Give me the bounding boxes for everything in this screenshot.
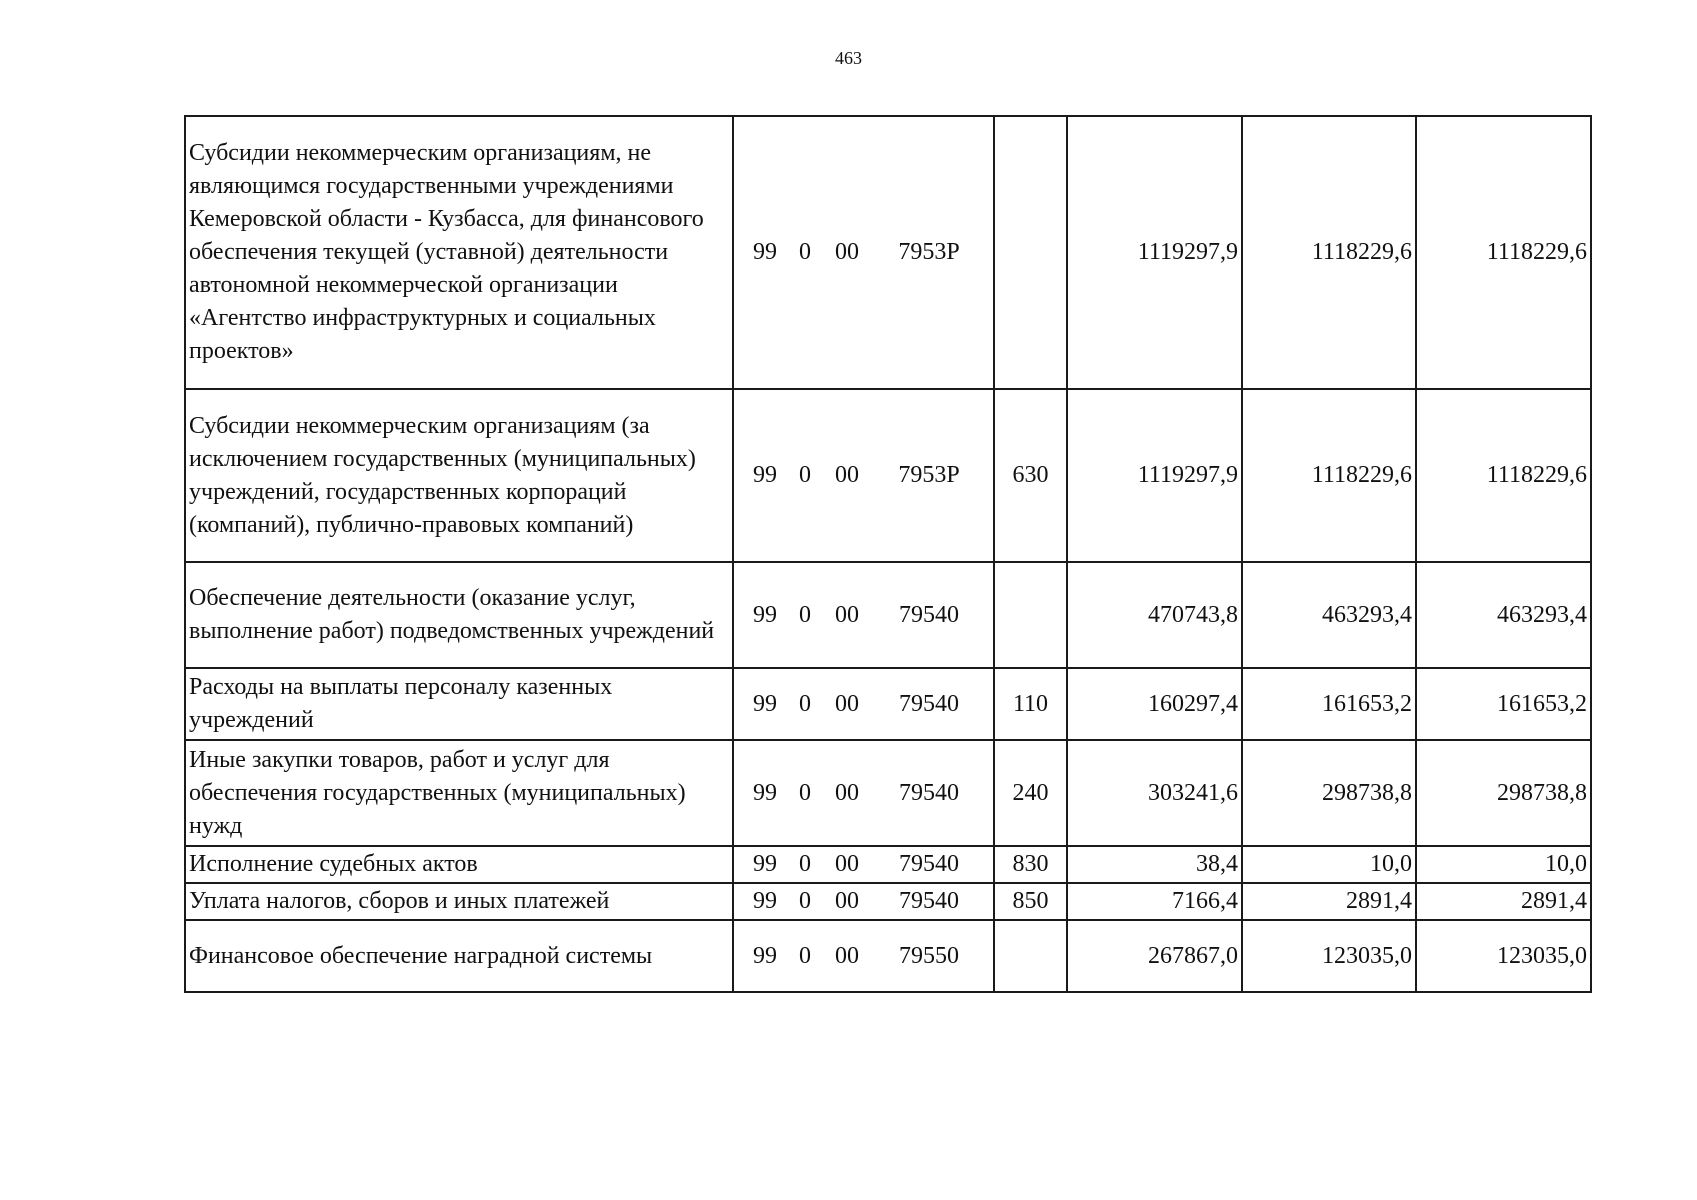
amount-1: 470743,8: [1067, 562, 1242, 668]
code-subprogram: 0: [799, 462, 811, 488]
row-description: Иные закупки товаров, работ и услуг для обеспечения государственных (муниципальных) нужд: [185, 740, 733, 846]
code-subprogram: 0: [799, 239, 811, 265]
code-subprogram: 0: [799, 942, 811, 969]
page-number: 463: [835, 48, 862, 68]
amount-1: 7166,4: [1067, 883, 1242, 920]
code-direction: 79540: [899, 779, 959, 806]
budget-table: [184, 115, 1592, 993]
row-description: Расходы на выплаты персоналу казенных учреждений: [185, 668, 733, 740]
table-row: [185, 920, 1591, 992]
target-article-code: [733, 668, 994, 740]
code-main-activity: 00: [835, 462, 859, 488]
amount-3: 298738,8: [1416, 740, 1591, 846]
target-article-code: [733, 116, 994, 389]
amount-2: 2891,4: [1242, 883, 1416, 920]
code-main-activity: 00: [835, 601, 859, 628]
expense-type-code: 830: [994, 846, 1067, 883]
table-row: [185, 389, 1591, 562]
amount-3: 1118229,6: [1416, 389, 1591, 562]
amount-2: 10,0: [1242, 846, 1416, 883]
code-program: 99: [753, 601, 777, 628]
code-direction: 79540: [899, 690, 959, 717]
code-direction: 7953Р: [898, 462, 960, 488]
amount-1: 1119297,9: [1067, 116, 1242, 389]
amount-1: 267867,0: [1067, 920, 1242, 992]
table-row: [185, 846, 1591, 883]
expense-type-code: 850: [994, 883, 1067, 920]
amount-1: 303241,6: [1067, 740, 1242, 846]
amount-2: 298738,8: [1242, 740, 1416, 846]
code-main-activity: 00: [835, 942, 859, 969]
expense-type-code: [994, 920, 1067, 992]
target-article-code: [733, 920, 994, 992]
amount-3: 123035,0: [1416, 920, 1591, 992]
table-row: [185, 883, 1591, 920]
amount-2: 1118229,6: [1242, 116, 1416, 389]
amount-3: 1118229,6: [1416, 116, 1591, 389]
amount-2: 463293,4: [1242, 562, 1416, 668]
code-subprogram: 0: [799, 851, 811, 877]
amount-2: 123035,0: [1242, 920, 1416, 992]
code-program: 99: [753, 779, 777, 806]
amount-2: 161653,2: [1242, 668, 1416, 740]
code-program: 99: [753, 239, 777, 265]
target-article-code: [733, 740, 994, 846]
code-program: 99: [753, 851, 777, 877]
code-direction: 79550: [899, 942, 959, 969]
code-main-activity: 00: [835, 690, 859, 717]
row-description: Субсидии некоммерческим организациям, не являющимся государственными учреждениями Кемеровской области - Кузбасса, для финансового обеспечения текущей (уставной) деятельности автономной некоммерческой организации «Агентство инфраструктурных и социальных проектов»: [185, 116, 733, 389]
amount-2: 1118229,6: [1242, 389, 1416, 562]
target-article-code: [733, 562, 994, 668]
table-row: [185, 668, 1591, 740]
amount-3: 10,0: [1416, 846, 1591, 883]
code-direction: 7953Р: [898, 239, 960, 265]
code-main-activity: 00: [835, 239, 859, 265]
amount-1: 38,4: [1067, 846, 1242, 883]
row-description: Субсидии некоммерческим организациям (за исключением государственных (муниципальных) учреждений, государственных корпораций (компаний), публично-правовых компаний): [185, 389, 733, 562]
code-main-activity: 00: [835, 779, 859, 806]
code-subprogram: 0: [799, 601, 811, 628]
code-main-activity: 00: [835, 888, 859, 914]
code-program: 99: [753, 888, 777, 914]
target-article-code: [733, 389, 994, 562]
code-direction: 79540: [899, 851, 959, 877]
table-row: [185, 116, 1591, 389]
code-main-activity: 00: [835, 851, 859, 877]
code-subprogram: 0: [799, 690, 811, 717]
expense-type-code: [994, 116, 1067, 389]
code-subprogram: 0: [799, 888, 811, 914]
amount-1: 160297,4: [1067, 668, 1242, 740]
row-description: Обеспечение деятельности (оказание услуг, выполнение работ) подведомственных учреждений: [185, 562, 733, 668]
expense-type-code: 630: [994, 389, 1067, 562]
expense-type-code: [994, 562, 1067, 668]
amount-3: 463293,4: [1416, 562, 1591, 668]
code-subprogram: 0: [799, 779, 811, 806]
code-program: 99: [753, 942, 777, 969]
row-description: Уплата налогов, сборов и иных платежей: [185, 883, 733, 920]
table-row: [185, 740, 1591, 846]
amount-3: 2891,4: [1416, 883, 1591, 920]
row-description: Финансовое обеспечение наградной системы: [185, 920, 733, 992]
code-program: 99: [753, 462, 777, 488]
code-direction: 79540: [899, 888, 959, 914]
code-direction: 79540: [899, 601, 959, 628]
code-program: 99: [753, 690, 777, 717]
target-article-code: [733, 883, 994, 920]
expense-type-code: 240: [994, 740, 1067, 846]
amount-1: 1119297,9: [1067, 389, 1242, 562]
table-row: [185, 562, 1591, 668]
amount-3: 161653,2: [1416, 668, 1591, 740]
target-article-code: [733, 846, 994, 883]
expense-type-code: 110: [994, 668, 1067, 740]
row-description: Исполнение судебных актов: [185, 846, 733, 883]
